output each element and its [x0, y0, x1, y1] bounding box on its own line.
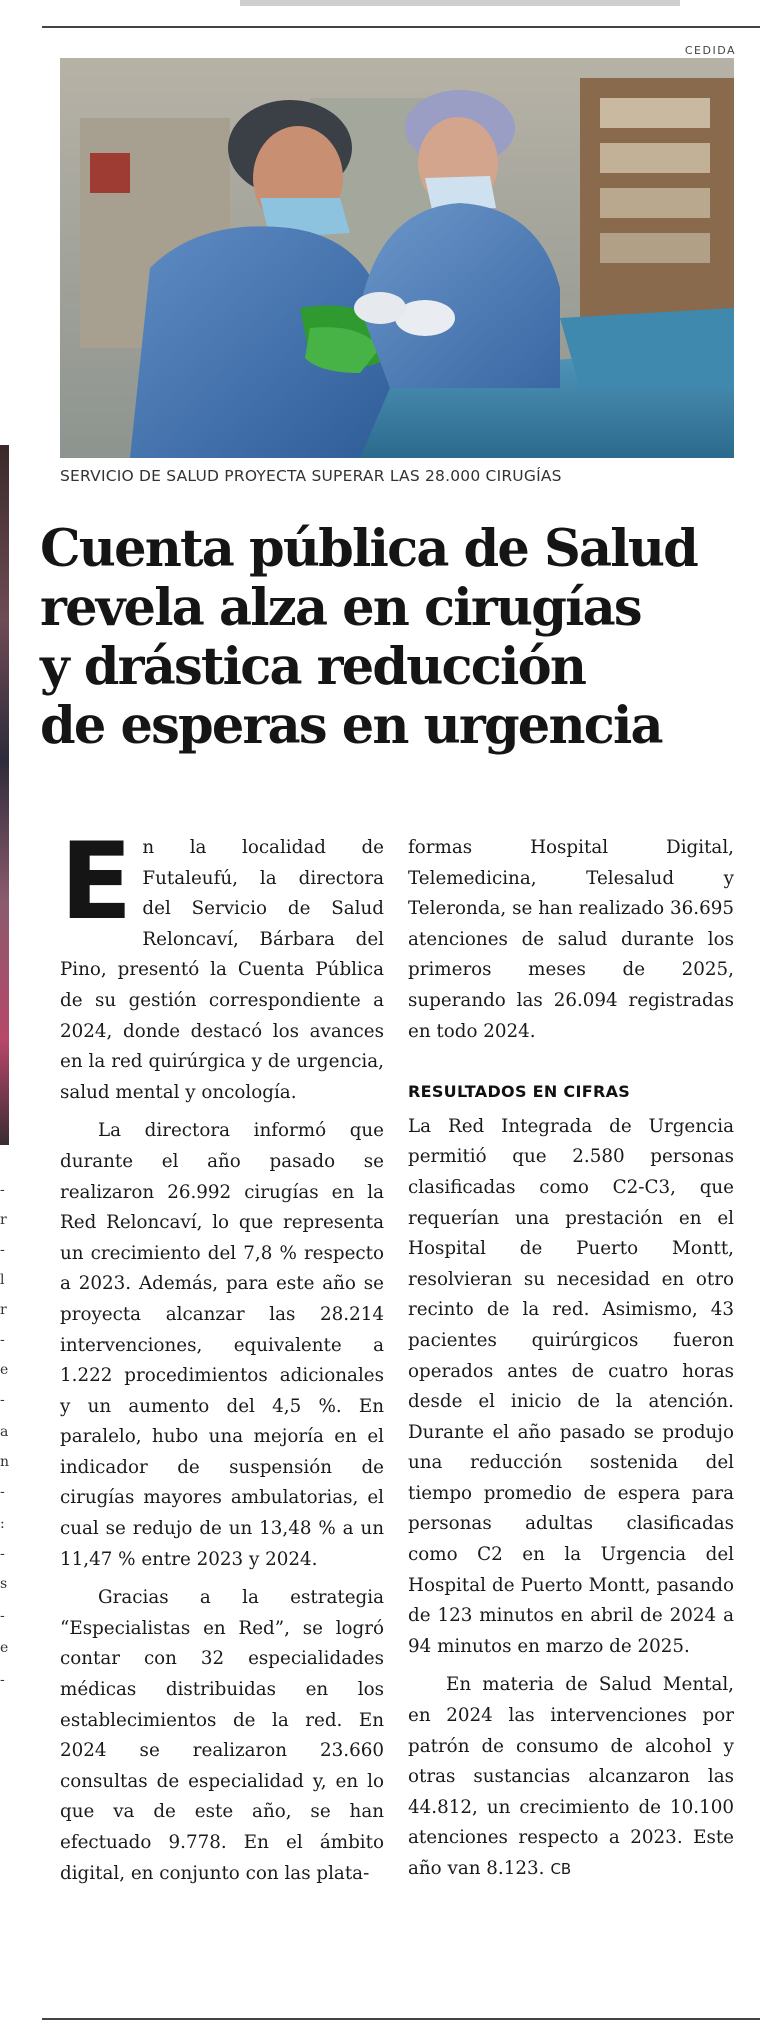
fragment-char: r: [0, 1212, 7, 1228]
fragment-char: -: [0, 1608, 5, 1624]
fragment-char: -: [0, 1332, 5, 1348]
article-photo: [60, 58, 734, 458]
fragment-char: -: [0, 1672, 5, 1688]
fragment-char: -: [0, 1242, 5, 1258]
previous-article-fragment: [240, 0, 680, 6]
headline: [40, 520, 740, 756]
body-column-left: [60, 820, 384, 1889]
bottom-divider: [42, 2018, 760, 2020]
body-paragraph: formas Hospital Digital, Telemedicina, Telesalud y Teleronda, se han realizado 36.695 atenciones de salud durante los primeros meses de 2025, superando las 26.094 registradas en todo 2024.: [408, 837, 734, 1042]
headline-line: revela alza en cirugías: [40, 578, 641, 638]
fragment-char: e: [0, 1362, 9, 1378]
fragment-char: n: [0, 1454, 10, 1470]
fragment-char: -: [0, 1546, 5, 1562]
body-paragraph-text: n la localidad de Futaleufú, la directora del Servicio de Salud Reloncaví, Bárbara del Pino, presentó la Cuenta Pública de su gestión correspondiente a 2024, donde destacó los avances en la red quirúrgica y de urgencia, salud mental y oncología.: [60, 837, 384, 1103]
body-paragraph: Gracias a la estrategia “Especialistas en Red”, se logró contar con 32 especialidades médicas distribuidas en los establecimientos de la red. En 2024 se realizaron 23.660 consultas de especialidad y, en lo que va de este año, se han efectuado 9.778. En el ámbito digital, en conjunto con las plata-: [60, 1587, 384, 1884]
fragment-char: :: [0, 1516, 5, 1532]
body-paragraph: [60, 820, 384, 1108]
photo-caption: SERVICIO DE SALUD PROYECTA SUPERAR LAS 28.000 CIRUGÍAS: [60, 467, 562, 485]
fragment-char: r: [0, 1302, 7, 1318]
section-subheading: RESULTADOS EN CIFRAS: [408, 1082, 631, 1102]
fragment-char: -: [0, 1182, 5, 1198]
fragment-char: s: [0, 1576, 8, 1592]
body-paragraph: [408, 1670, 734, 1884]
body-paragraph-text: En materia de Salud Mental, en 2024 las intervenciones por patrón de consumo de alcohol y otras sustancias alcanzaron las 44.812, un crecimiento de 10.100 atenciones respecto a 2023. Este año van 8.123.: [408, 1674, 734, 1879]
photo-credit: CEDIDA: [684, 44, 736, 57]
fragment-char: -: [0, 1484, 5, 1500]
headline-line: de esperas en urgencia: [40, 696, 662, 756]
end-mark: CB: [550, 1860, 572, 1878]
body-paragraph: La directora informó que durante el año pasado se realizaron 26.992 cirugías en la Red Reloncaví, lo que representa un crecimiento del 7,8 % respecto a 2023. Además, para este año se proyecta alcanzar las 28.214 intervenciones, equivalente a 1.222 procedimientos adicionales y un aumento del 4,5 %. En paralelo, hubo una mejoría en el indicador de suspensión de cirugías mayores ambulatorias, el cual se redujo de un 13,48 % a un 11,47 % entre 2023 y 2024.: [60, 1120, 384, 1570]
adjacent-image-fragment: [0, 445, 9, 1145]
fragment-char: a: [0, 1424, 9, 1440]
adjacent-column-fragment: [0, 0, 10, 2040]
headline-line: y drástica reducción: [40, 637, 586, 697]
top-divider: [42, 26, 760, 28]
body-paragraph: La Red Integrada de Urgencia permitió que 2.580 personas clasificadas como C2-C3, que requerían una prestación en el Hospital de Puerto Montt, resolvieran su necesidad en otro recinto de la red. Asimismo, 43 pacientes quirúrgicos fueron operados antes de cuatro horas desde el inicio de la atención. Durante el año pasado se produjo una reducción sostenida del tiempo promedio de espera para personas adultas clasificadas como C2 en la Urgencia del Hospital de Puerto Montt, pasando de 123 minutos en abril de 2024 a 94 minutos en marzo de 2025.: [408, 1115, 734, 1657]
drop-cap: E: [60, 820, 133, 943]
body-column-right: [408, 833, 734, 1885]
headline-line: Cuenta pública de Salud: [40, 519, 698, 579]
fragment-char: e: [0, 1640, 9, 1656]
fragment-char: l: [0, 1272, 5, 1288]
fragment-char: -: [0, 1392, 5, 1408]
